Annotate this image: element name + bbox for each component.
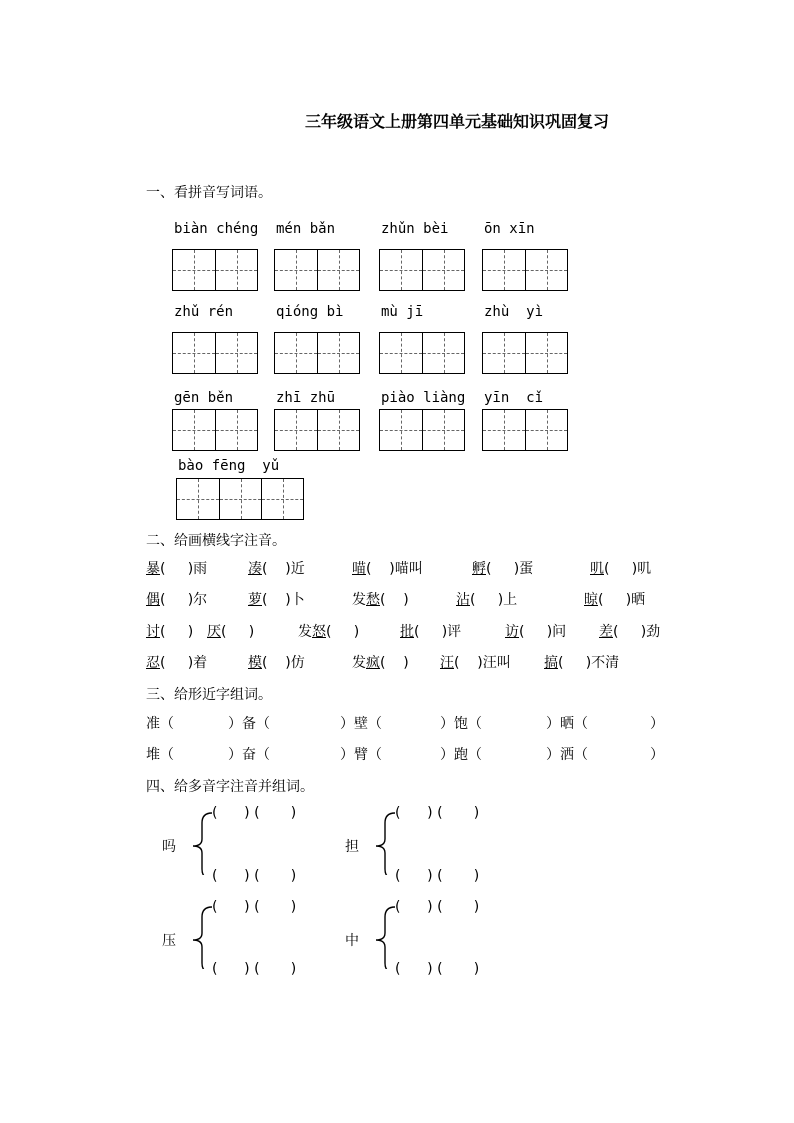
- word-group-item[interactable]: ）: [650, 716, 664, 732]
- underlined-char: 访: [505, 624, 519, 640]
- answer-blank[interactable]: ( )蛋: [486, 561, 534, 577]
- polyphone-char: 吗: [162, 839, 176, 855]
- answer-blank[interactable]: ( )着: [160, 655, 208, 671]
- answer-blank[interactable]: ( )劲: [613, 624, 661, 640]
- section-4-heading: 四、给多音字注音并组词。: [146, 779, 314, 795]
- annotation-item[interactable]: [298, 621, 359, 641]
- pinyin-label: zhǔn bèi: [381, 221, 449, 237]
- word-group-item[interactable]: ）晒（: [546, 716, 588, 732]
- writing-grid[interactable]: [274, 332, 360, 374]
- upper-answer-blanks[interactable]: ( ) ( ): [212, 899, 297, 915]
- writing-grid[interactable]: [172, 332, 258, 374]
- writing-grid[interactable]: [482, 249, 568, 291]
- tianzige-cell[interactable]: [173, 410, 215, 450]
- curly-brace-icon: [190, 811, 214, 875]
- word-group-item[interactable]: ）饱（: [440, 716, 482, 732]
- upper-answer-blanks[interactable]: ( ) ( ): [395, 805, 480, 821]
- underlined-char: 忍: [146, 655, 160, 671]
- lower-answer-blanks[interactable]: ( ) ( ): [212, 868, 297, 884]
- answer-blank[interactable]: ( )评: [414, 624, 462, 640]
- tianzige-cell[interactable]: [525, 410, 567, 450]
- writing-grid[interactable]: [172, 249, 258, 291]
- writing-grid[interactable]: [482, 409, 568, 451]
- tianzige-cell[interactable]: [483, 333, 525, 373]
- underlined-char: 沾: [456, 592, 470, 608]
- underlined-char: 偶: [146, 592, 160, 608]
- answer-blank[interactable]: ( )卜: [262, 592, 305, 608]
- lower-answer-blanks[interactable]: ( ) ( ): [395, 868, 480, 884]
- underlined-char: 叽: [590, 561, 604, 577]
- word-group-item[interactable]: ）臂（: [340, 747, 382, 763]
- annotation-item[interactable]: [456, 589, 517, 609]
- annotation-item[interactable]: [544, 652, 619, 672]
- worksheet-title: 三年级语文上册第四单元基础知识巩固复习: [304, 112, 609, 131]
- annotation-item[interactable]: [352, 589, 409, 609]
- pinyin-label: mù jī: [381, 304, 424, 320]
- underlined-char: 搞: [544, 655, 558, 671]
- annotation-item[interactable]: [584, 589, 645, 609]
- annotation-item[interactable]: [505, 621, 566, 641]
- tianzige-cell[interactable]: [215, 250, 257, 290]
- word-group-item[interactable]: 堆（: [146, 747, 174, 763]
- writing-grid[interactable]: [379, 409, 465, 451]
- underlined-char: 讨: [146, 624, 160, 640]
- tianzige-cell[interactable]: [483, 250, 525, 290]
- annotation-item[interactable]: [248, 558, 305, 578]
- answer-blank[interactable]: ( )汪叫: [454, 655, 511, 671]
- writing-grid[interactable]: [379, 332, 465, 374]
- word-group-item[interactable]: ）跑（: [440, 747, 482, 763]
- word-group-item[interactable]: ）奋（: [228, 747, 270, 763]
- section-3-heading: 三、给形近字组词。: [146, 687, 272, 703]
- underlined-char: 喵: [352, 561, 366, 577]
- writing-grid[interactable]: [379, 249, 465, 291]
- underlined-char: 孵: [472, 561, 486, 577]
- underlined-char: 差: [599, 624, 613, 640]
- annotation-item[interactable]: [207, 621, 254, 641]
- pinyin-label: ōn xīn: [484, 221, 535, 237]
- underlined-char: 晾: [584, 592, 598, 608]
- tianzige-cell[interactable]: [173, 333, 215, 373]
- annotation-item[interactable]: [440, 652, 511, 672]
- word-group-item[interactable]: ）壁（: [340, 716, 382, 732]
- answer-blank[interactable]: ( ): [380, 592, 409, 608]
- tianzige-cell[interactable]: [215, 410, 257, 450]
- answer-blank[interactable]: ( )仿: [262, 655, 305, 671]
- tianzige-cell[interactable]: [275, 250, 317, 290]
- tianzige-cell[interactable]: [380, 250, 422, 290]
- underlined-char: 模: [248, 655, 262, 671]
- tianzige-cell[interactable]: [317, 250, 359, 290]
- answer-blank[interactable]: ( )近: [262, 561, 305, 577]
- writing-grid[interactable]: [176, 478, 304, 520]
- pinyin-label: zhī zhū: [276, 390, 336, 406]
- answer-blank[interactable]: ( )不清: [558, 655, 620, 671]
- tianzige-cell[interactable]: [422, 410, 464, 450]
- char-prefix: 发: [298, 624, 312, 640]
- underlined-char: 愁: [366, 592, 380, 608]
- polyphone-char: 担: [345, 839, 359, 855]
- writing-grid[interactable]: [274, 409, 360, 451]
- tianzige-cell[interactable]: [380, 410, 422, 450]
- annotation-item[interactable]: [352, 652, 409, 672]
- curly-brace-icon: [190, 905, 214, 969]
- lower-answer-blanks[interactable]: ( ) ( ): [395, 961, 480, 977]
- annotation-item[interactable]: [248, 589, 305, 609]
- answer-blank[interactable]: ( )叽: [604, 561, 652, 577]
- tianzige-cell[interactable]: [275, 333, 317, 373]
- pinyin-label: mén bǎn: [276, 221, 336, 237]
- annotation-item[interactable]: [146, 652, 207, 672]
- tianzige-cell[interactable]: [215, 333, 257, 373]
- answer-blank[interactable]: ( )问: [519, 624, 567, 640]
- tianzige-cell[interactable]: [275, 410, 317, 450]
- annotation-item[interactable]: [146, 558, 207, 578]
- pinyin-label: piào liàng: [381, 390, 466, 406]
- underlined-char: 疯: [366, 655, 380, 671]
- upper-answer-blanks[interactable]: ( ) ( ): [212, 805, 297, 821]
- pinyin-label: yīn cǐ: [484, 390, 544, 406]
- underlined-char: 批: [400, 624, 414, 640]
- tianzige-cell[interactable]: [483, 410, 525, 450]
- annotation-item[interactable]: [472, 558, 533, 578]
- writing-grid[interactable]: [172, 409, 258, 451]
- annotation-item[interactable]: [352, 558, 423, 578]
- tianzige-cell[interactable]: [173, 250, 215, 290]
- tianzige-cell[interactable]: [380, 333, 422, 373]
- upper-answer-blanks[interactable]: ( ) ( ): [395, 899, 480, 915]
- tianzige-cell[interactable]: [177, 479, 219, 519]
- pinyin-label: zhǔ rén: [174, 304, 234, 320]
- section-2-heading: 二、给画横线字注音。: [146, 533, 286, 549]
- answer-blank[interactable]: ( ): [380, 655, 409, 671]
- answer-blank[interactable]: ( )上: [470, 592, 518, 608]
- curly-brace-icon: [373, 905, 397, 969]
- annotation-item[interactable]: [146, 621, 193, 641]
- pinyin-label: zhù yì: [484, 304, 544, 320]
- answer-blank[interactable]: ( ): [326, 624, 360, 640]
- tianzige-cell[interactable]: [525, 250, 567, 290]
- pinyin-label: gēn běn: [174, 390, 234, 406]
- section-1-heading: 一、看拼音写词语。: [146, 185, 272, 201]
- underlined-char: 凑: [248, 561, 262, 577]
- annotation-item[interactable]: [599, 621, 660, 641]
- word-group-item[interactable]: ）洒（: [546, 747, 588, 763]
- underlined-char: 汪: [440, 655, 454, 671]
- word-group-item[interactable]: 准（: [146, 716, 174, 732]
- polyphone-char: 中: [345, 933, 359, 949]
- annotation-item[interactable]: [400, 621, 461, 641]
- underlined-char: 厌: [207, 624, 221, 640]
- pinyin-label: qióng bì: [276, 304, 344, 320]
- word-group-item[interactable]: ）备（: [228, 716, 270, 732]
- word-group-item[interactable]: ）: [650, 747, 664, 763]
- annotation-item[interactable]: [146, 589, 207, 609]
- pinyin-label: bào fēng yǔ: [178, 458, 280, 474]
- polyphone-char: 压: [162, 933, 176, 949]
- answer-blank[interactable]: ( )晒: [598, 592, 646, 608]
- pinyin-label: biàn chéng: [174, 221, 259, 237]
- tianzige-cell[interactable]: [422, 250, 464, 290]
- annotation-item[interactable]: [248, 652, 305, 672]
- writing-grid[interactable]: [482, 332, 568, 374]
- answer-blank[interactable]: ( ): [221, 624, 255, 640]
- answer-blank[interactable]: ( )喵叫: [366, 561, 423, 577]
- answer-blank[interactable]: ( )尔: [160, 592, 208, 608]
- underlined-char: 暴: [146, 561, 160, 577]
- tianzige-cell[interactable]: [525, 333, 567, 373]
- tianzige-cell[interactable]: [261, 479, 303, 519]
- underlined-char: 萝: [248, 592, 262, 608]
- tianzige-cell[interactable]: [317, 333, 359, 373]
- underlined-char: 怒: [312, 624, 326, 640]
- curly-brace-icon: [373, 811, 397, 875]
- tianzige-cell[interactable]: [317, 410, 359, 450]
- answer-blank[interactable]: ( ): [160, 624, 194, 640]
- tianzige-cell[interactable]: [219, 479, 261, 519]
- annotation-item[interactable]: [590, 558, 651, 578]
- writing-grid[interactable]: [274, 249, 360, 291]
- tianzige-cell[interactable]: [422, 333, 464, 373]
- lower-answer-blanks[interactable]: ( ) ( ): [212, 961, 297, 977]
- char-prefix: 发: [352, 592, 366, 608]
- answer-blank[interactable]: ( )雨: [160, 561, 208, 577]
- char-prefix: 发: [352, 655, 366, 671]
